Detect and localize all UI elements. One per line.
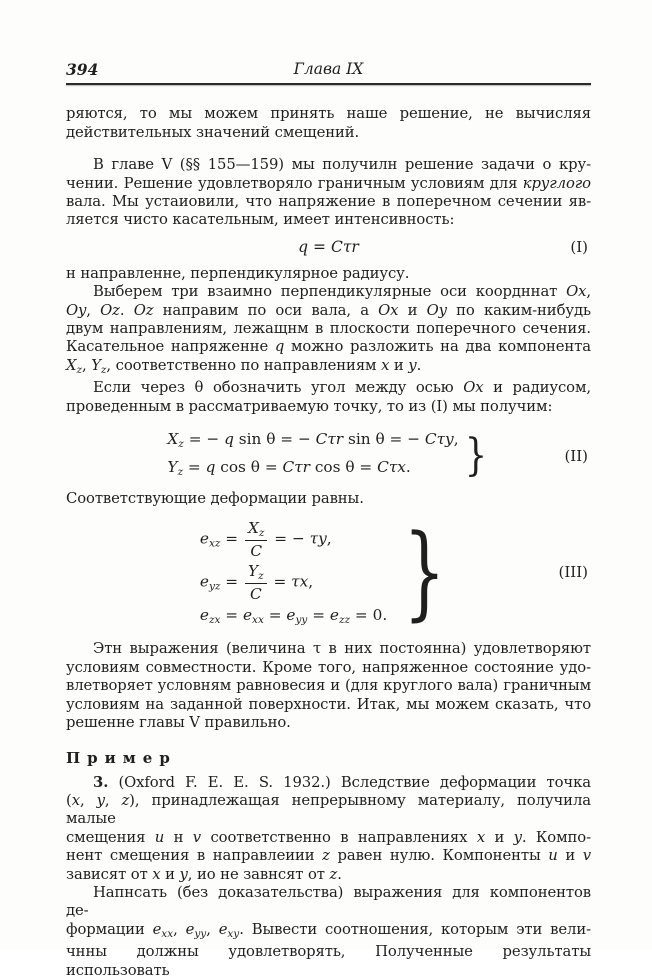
equation-3-body <box>199 512 457 632</box>
example-heading: Пример <box>66 748 177 767</box>
equation-3-number: (III) <box>558 563 588 582</box>
text-line: Выберем три взаимно перпендикулярные оси коордннат Ox, <box>93 283 591 301</box>
text-line: двум направлениям, лежащнм в плоскости поперечного сечения. <box>66 320 591 338</box>
text-line: Этн выражения (величина τ в них постоянна) удовлетворяют <box>93 640 591 658</box>
text-line: зависят от x и y, ио не завнсят от z. <box>66 865 342 883</box>
equation-2-body <box>167 428 489 484</box>
paragraph-axes <box>66 283 591 379</box>
paragraph-angle <box>66 379 591 416</box>
header-rule <box>66 83 591 85</box>
page-content <box>66 60 591 980</box>
paragraph-task <box>66 884 591 980</box>
text-line: Oy, Oz. Oz направим по оси вала, а Ox и Oy по каким-нибудь <box>66 301 591 319</box>
fraction: $\frac{Xz}{C}$ <box>245 519 267 560</box>
equation-2-lines <box>167 428 458 484</box>
text-line: нент смещения в направлеиии z равен нулю. Компоненты u и v <box>66 847 591 865</box>
text-line: 3. (Oxford F. E. E. S. 1932.) Вследствие деформации точка <box>93 773 591 791</box>
text-line: ляется чисто касательным, имеет интенсивность: <box>66 211 455 229</box>
text-line: Yz = q cos θ = Cτr cos θ = Cτx. <box>167 458 411 479</box>
paragraph-problem <box>66 774 591 884</box>
text-line: формации $e_{xx}$, $e_{yy}$, $e_{xy}$. Вывести соотношения, которым эти вели- <box>66 920 591 940</box>
equation-3-lines <box>200 516 387 628</box>
text-line: ряются, то мы можем принять наше решение, не вычисляя <box>66 105 591 123</box>
text-line: Если через θ обозначить угол между осью Ox и радиусом, <box>93 379 591 397</box>
paragraph-strains <box>66 490 591 508</box>
text-line: Напнсать (без доказательства) выражения для компонентов де- <box>66 883 591 920</box>
equation-1 <box>66 238 591 256</box>
text-line: Касательное напряженне q можно разложить на два компонента <box>66 338 591 356</box>
equation-2 <box>66 428 591 484</box>
paragraph-continuation <box>66 105 591 142</box>
text-line: решенне главы V правильно. <box>66 714 291 732</box>
text-line: $X_z$, $Y_z$, соответственно по направлениям x и y. <box>66 356 422 376</box>
equation-1-number: (I) <box>570 237 588 256</box>
text-line: ezx = exx = eyy = ezz = 0. <box>199 605 388 626</box>
text-line: (x, y, z), принадлежащая непрерывному материалу, получила малые <box>66 791 591 828</box>
text-line: Соответствующие деформации равны. <box>66 490 364 508</box>
paragraph-chapter5 <box>66 156 591 230</box>
equation-2-number: (II) <box>564 447 588 466</box>
text-line: условиям на заданной поверхности. Итак, мы можем сказать, что <box>66 695 591 713</box>
text-line: проведенным в рассматриваемую точку, то из (I) мы получим: <box>66 397 553 415</box>
fraction: $\frac{Yz}{C}$ <box>245 562 267 603</box>
text-line: вала. Мы устаиовили, что напряжение в поперечном сечении яв- <box>66 193 591 211</box>
text-line: чнны должны удовлетворять, Полученные результаты использовать <box>66 943 591 979</box>
page-number: 394 <box>66 60 99 79</box>
paragraph-conclusion <box>66 640 591 732</box>
text-line: н направленне, перпендикулярное радиусу. <box>66 264 410 282</box>
equation-3 <box>66 512 591 632</box>
text-line: влетворяет условням равновесия и (для круглого вала) граничным <box>66 677 591 695</box>
text-line: условиям совместности. Кроме того, напряженное состояние удо- <box>66 658 591 676</box>
page-header <box>66 60 591 80</box>
equation-1-body: q = Cτr <box>298 237 359 256</box>
text-line: действительных значений смещений. <box>66 123 360 141</box>
text-line: В главе V (§§ 155—159) мы получилн решение задачи о кру- <box>93 156 591 174</box>
brace-icon: } <box>464 430 487 482</box>
text-line: eyz = $\frac{Yz}{C}$ = τx, <box>199 562 314 604</box>
text-line: смещения u н v соответственно в направлениях x и y. Компо- <box>66 828 591 846</box>
chapter-title: Глава IX <box>293 60 364 78</box>
text-line: Xz = − q sin θ = − Cτr sin θ = − Cτy, <box>167 430 459 451</box>
text-line: чении. Решение удовлетворяло граничным условиям для круглого <box>66 174 591 192</box>
text-line: exz = $\frac{Xz}{C}$ = − τy, <box>199 518 332 560</box>
brace-icon: } <box>403 512 446 632</box>
paragraph-direction <box>66 265 591 283</box>
